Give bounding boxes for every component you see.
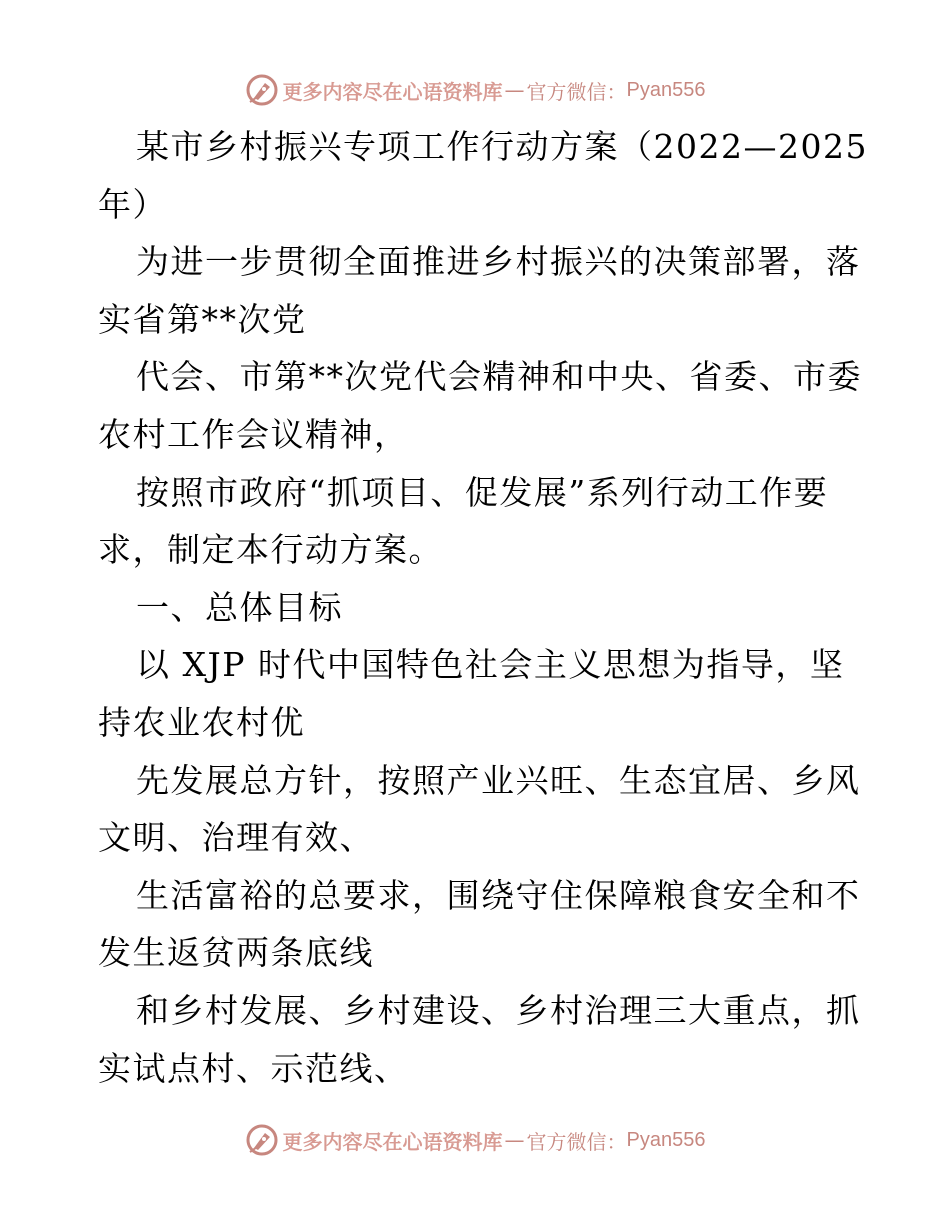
body-text-line: 代会、市第**次党代会精神和中央、省委、市委 [136,357,862,397]
header-watermark [0,70,950,110]
watermark-wechat-id: Pyan556 [626,78,706,101]
body-text-line: 以 XJP 时代中国特色社会主义思想为指导，坚 [136,645,845,685]
pen-nib-logo-icon [245,73,279,107]
body-text-line: 和乡村发展、乡村建设、乡村治理三大重点，抓 [136,990,861,1030]
body-text-line: 持农业农村优 [98,702,305,742]
body-text-line: 按照市政府“抓项目、促发展”系列行动工作要 [136,472,829,512]
watermark-wechat-id: Pyan556 [626,1128,706,1151]
footer-watermark [0,1120,950,1160]
watermark-label: 官方微信： [526,1129,627,1154]
body-text-line: 实省第**次党 [98,299,307,339]
body-text-line: 农村工作会议精神， [98,414,409,454]
body-text-line: 先发展总方针，按照产业兴旺、生态宜居、乡风 [136,760,861,800]
watermark-text: 更多内容尽在心语资料库 [282,79,503,104]
body-text-line: 年） [98,184,167,224]
document-body [98,118,868,1097]
body-text-line: 求，制定本行动方案。 [98,530,443,570]
body-text-line: 发生返贫两条底线 [98,933,374,973]
body-text-line: 实试点村、示范线、 [98,1048,409,1088]
watermark-dash: — [504,78,525,102]
pen-nib-logo-icon [245,1123,279,1157]
document-title-line: 某市乡村振兴专项工作行动方案（2022—2025 [136,127,868,166]
body-text-line: 一、总体目标 [136,587,343,627]
watermark-dash: — [504,1128,525,1152]
body-text-line: 文明、治理有效、 [98,818,374,858]
body-text-line: 为进一步贯彻全面推进乡村振兴的决策部署，落 [136,242,861,282]
watermark-text: 更多内容尽在心语资料库 [282,1129,503,1154]
watermark-label: 官方微信： [526,79,627,104]
body-text-line: 生活富裕的总要求，围绕守住保障粮食安全和不 [136,875,861,915]
